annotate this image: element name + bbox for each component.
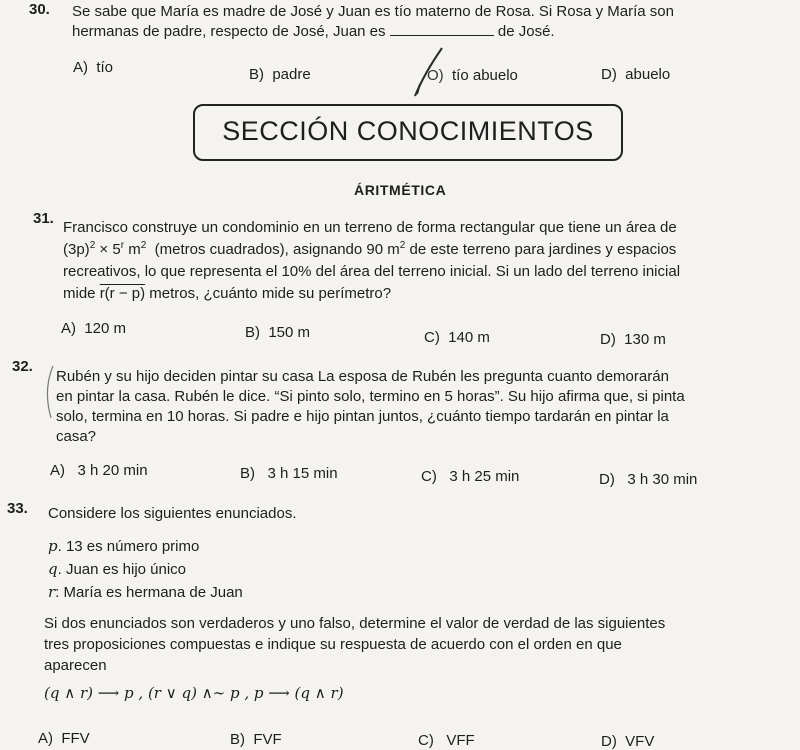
question-32-line-3: solo, termina en 10 horas. Si padre e hijo pintan juntos, ¿cuánto tiempo tardarán en pintar la — [56, 408, 669, 425]
question-33-line-2: tres proposiciones compuestas e indique su respuesta de acuerdo con el orden en que — [44, 636, 622, 653]
pen-check-mark-icon — [412, 44, 448, 100]
q31-option-c[interactable]: C) 140 m — [424, 329, 490, 346]
section-title: SECCIÓN CONOCIMIENTOS — [193, 104, 623, 161]
question-31-line-3: recreativos, lo que representa el 10% del área del terreno inicial. Si un lado del terreno inicial — [63, 263, 681, 280]
q32-option-a[interactable]: A) 3 h 20 min — [50, 462, 148, 479]
question-33-number: 33. — [7, 500, 28, 517]
question-30-number: 30. — [29, 1, 50, 18]
question-33-line-3: aparecen — [44, 657, 107, 674]
section-subtitle: ÁRITMÉTICA — [354, 182, 447, 198]
question-33-intro: Considere los siguientes enunciados. — [48, 505, 297, 522]
question-30-line-1: Se sabe que María es madre de José y Juan es tío materno de Rosa. Si Rosa y María son — [72, 3, 674, 20]
q32-option-d[interactable]: D) 3 h 30 min — [599, 471, 698, 488]
compound-propositions: (q ∧ r) ⟶ p , (r ∨ q) ∧∼ p , p ⟶ (q ∧ r) — [44, 684, 344, 702]
q32-option-b[interactable]: B) 3 h 15 min — [240, 465, 338, 482]
pencil-bracket-mark-icon — [41, 364, 55, 420]
question-31-text — [63, 217, 793, 305]
q31-option-b[interactable]: B) 150 m — [245, 324, 311, 341]
question-31-line-4: mide r(r − p) metros, ¿cuánto mide su perímetro? — [63, 285, 392, 302]
q30-option-c[interactable]: O) tío abuelo — [427, 67, 518, 84]
question-30-text — [72, 2, 794, 42]
q31-option-a[interactable]: A) 120 m — [61, 320, 127, 337]
q31-option-d[interactable]: D) 130 m — [600, 331, 666, 348]
statement-r: r: María es hermana de Juan — [48, 583, 243, 601]
question-33-text — [44, 613, 794, 676]
question-32-text — [56, 367, 794, 447]
q33-option-b[interactable]: B) FVF — [230, 731, 282, 748]
question-32-line-4: casa? — [56, 428, 97, 445]
q33-option-a[interactable]: A) FFV — [38, 730, 90, 747]
q33-option-c[interactable]: C) VFF — [418, 732, 475, 749]
question-31-number: 31. — [33, 210, 54, 227]
statement-list — [48, 535, 243, 604]
q33-option-d[interactable]: D) VFV — [601, 733, 655, 750]
question-32-number: 32. — [12, 358, 33, 375]
question-32-line-1: Rubén y su hijo deciden pintar su casa La esposa de Rubén les pregunta cuanto demorarán — [56, 368, 669, 385]
question-31-line-1: Francisco construye un condominio en un terreno de forma rectangular que tiene un área de — [63, 219, 677, 236]
q30-option-b[interactable]: B) padre — [249, 66, 311, 83]
question-31-line-2: $(3p)^2 \times 5^r$ $m^2$ (metros cuadrados), asignando 90 $m^2$ de este terreno para jardines y espacios — [63, 240, 677, 258]
statement-p: p. 13 es número primo — [48, 537, 200, 555]
question-30-line-2: hermanas de padre, respecto de José, Juan es de José. — [72, 23, 555, 40]
question-32-line-2: en pintar la casa. Rubén le dice. “Si pinto solo, termino en 5 horas”. Su hijo afirma que, si pinta — [56, 388, 685, 405]
q30-option-a[interactable]: A) tío — [73, 59, 114, 76]
q30-option-d[interactable]: D) abuelo — [601, 66, 671, 83]
statement-q: q. Juan es hijo único — [48, 560, 187, 578]
answer-blank — [390, 23, 494, 36]
q30-option-c-letter: O) — [427, 67, 444, 84]
question-33-line-1: Si dos enunciados son verdaderos y uno falso, determine el valor de verdad de las siguientes — [44, 615, 666, 632]
q32-option-c[interactable]: C) 3 h 25 min — [421, 468, 520, 485]
